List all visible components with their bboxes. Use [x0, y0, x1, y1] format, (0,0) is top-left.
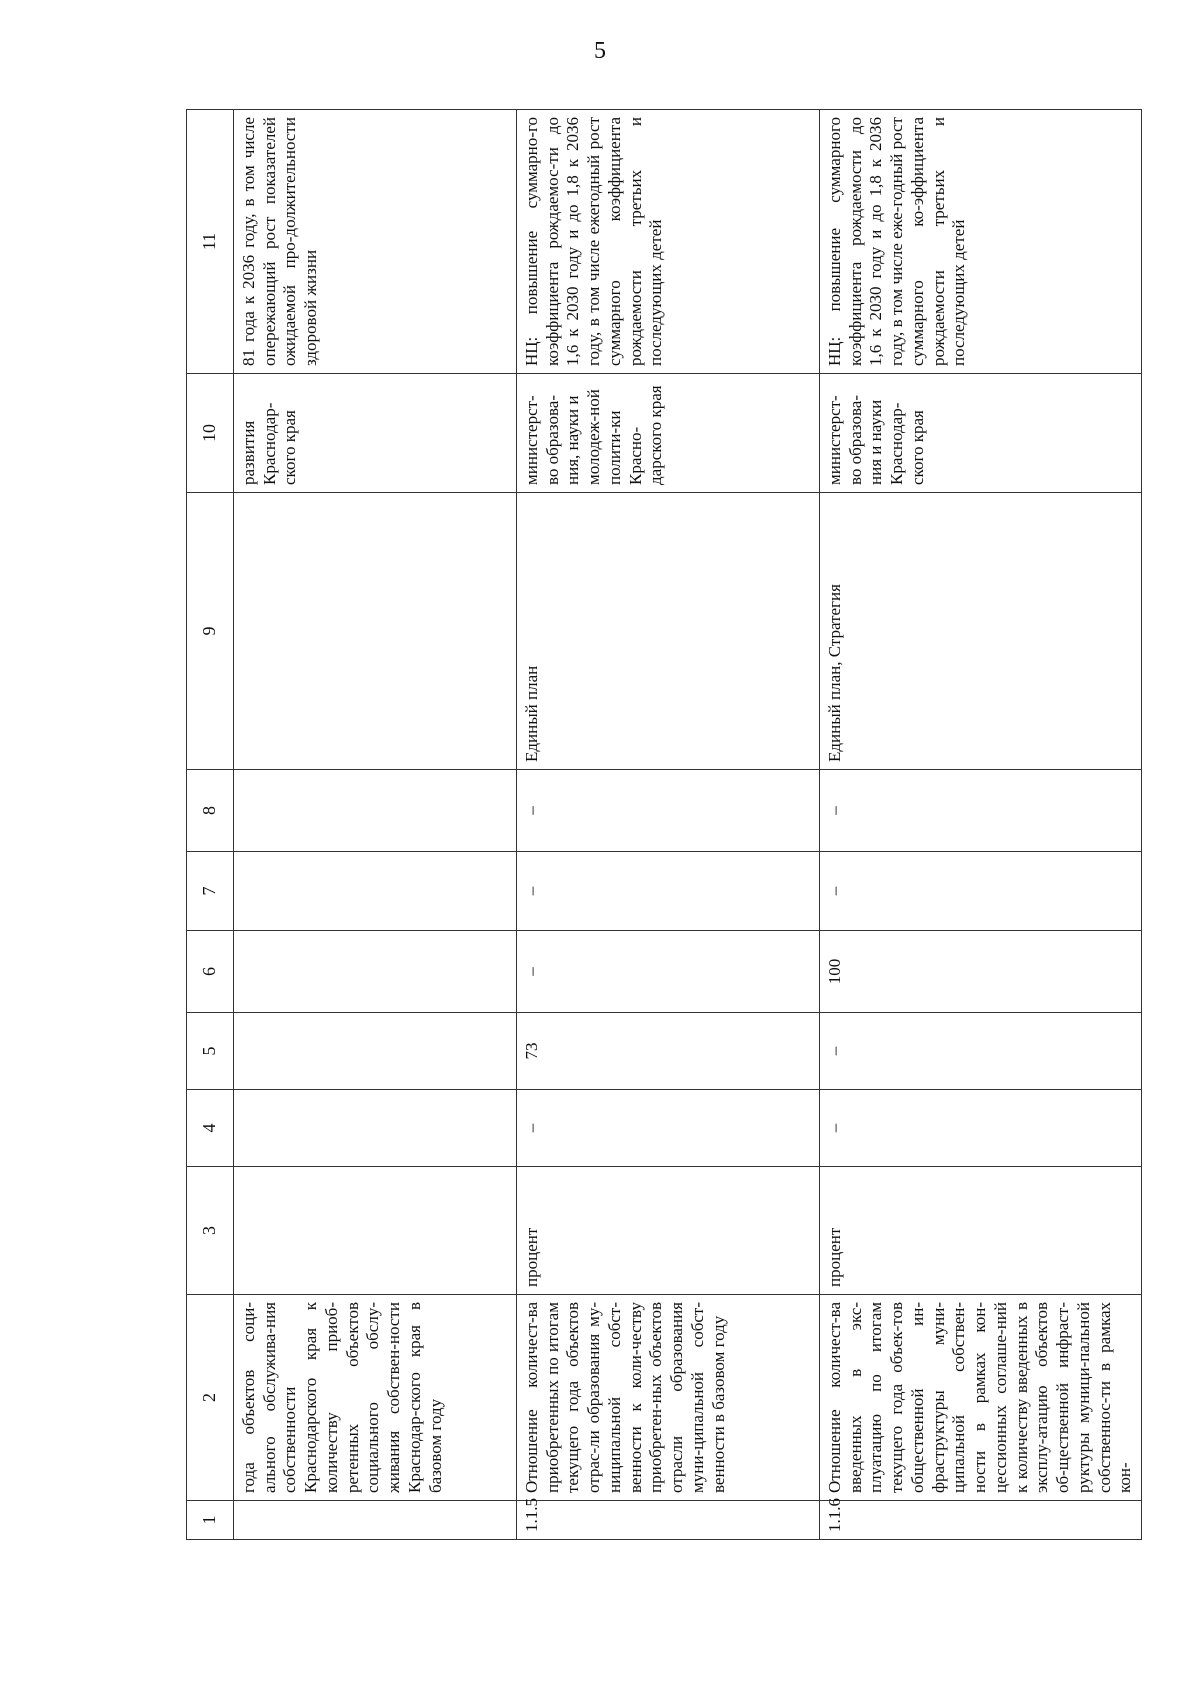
indicator-name-cell: Отношение количест-ва приобретенных по итогам текущего года объектов отрас-ли образования му-ниципальной собст-венности к коли-честву приобретен-ных объектов отрасли образования муни-ципальной собст-венности в базовом году: [517, 1295, 820, 1501]
goal-cell: 81 года к 2036 году, в том числе опережающий рост показателей ожидаемой про-должительности здоровой жизни: [234, 110, 517, 374]
header-cell: 2: [187, 1295, 234, 1501]
header-cell: 11: [187, 110, 234, 374]
unit-cell: процент: [517, 1167, 820, 1295]
table-row: [820, 110, 1142, 1540]
header-cell: 5: [187, 1013, 234, 1090]
indicator-name-cell: Отношение количест-ва введенных в экс-плуатацию по итогам текущего года объек-тов общественной ин-фраструктуры муни-ципальной собствен-ности в рамках кон-цессионных соглаше-ний к количеству введенных в эксплу-атацию объектов об-щественной инфраст-руктуры муници-пальной собственнос-ти в рамках кон-: [820, 1295, 1142, 1501]
header-cell: 3: [187, 1167, 234, 1295]
value-cell: [234, 852, 517, 931]
indicator-name-cell: года объектов соци-ального обслужива-ния собственности Краснодарского края к количеству приоб-ретенных объектов социального обслу-живания собствен-ности Краснодар-ского края в базовом году: [234, 1295, 517, 1501]
goal-cell: НЦ: повышение суммарно-го коэффициента рождаемос-ти до 1,6 к 2030 году и до 1,8 к 2036 году, в том числе ежегодный рост суммарного коэффициента рождаемости третьих и последующих детей: [517, 110, 820, 374]
table-row: [517, 110, 820, 1540]
source-cell: [234, 493, 517, 770]
responsible-cell: министерст-во образова-ния, науки и молодеж-ной полити-ки Красно-дарского края: [517, 374, 820, 493]
source-cell: Единый план: [517, 493, 820, 770]
header-cell: 1: [187, 1501, 234, 1540]
responsible-cell: развития Краснодар-ского края: [234, 374, 517, 493]
rotated-table-frame: [186, 110, 1135, 1540]
header-cell: 8: [187, 770, 234, 852]
value-cell: –: [820, 1090, 1142, 1167]
value-cell: –: [517, 931, 820, 1013]
responsible-cell: министерст-во образова-ния и науки Краснодар-ского края: [820, 374, 1142, 493]
header-cell: 9: [187, 493, 234, 770]
header-row: [187, 110, 234, 1540]
value-cell: –: [820, 852, 1142, 931]
table-row: [234, 110, 517, 1540]
row-number-cell: 1.1.6: [820, 1501, 1142, 1540]
header-cell: 6: [187, 931, 234, 1013]
value-cell: –: [820, 770, 1142, 852]
unit-cell: процент: [820, 1167, 1142, 1295]
header-cell: 7: [187, 852, 234, 931]
indicators-table: [186, 109, 1142, 1540]
row-number-cell: [234, 1501, 517, 1540]
value-cell: 100: [820, 931, 1142, 1013]
header-cell: 10: [187, 374, 234, 493]
page-number: 5: [594, 38, 606, 64]
rotated-table-content: [186, 110, 1135, 1540]
source-cell: Единый план, Стратегия: [820, 493, 1142, 770]
goal-cell: НЦ: повышение суммарного коэффициента рождаемости до 1,6 к 2030 году и до 1,8 к 2036 году, в том числе еже-годный рост суммарного ко-эффициента рождаемости третьих и последующих детей: [820, 110, 1142, 374]
unit-cell: [234, 1167, 517, 1295]
value-cell: –: [517, 770, 820, 852]
value-cell: –: [820, 1013, 1142, 1090]
value-cell: [234, 770, 517, 852]
value-cell: –: [517, 852, 820, 931]
value-cell: –: [517, 1090, 820, 1167]
value-cell: [234, 1013, 517, 1090]
value-cell: [234, 1090, 517, 1167]
row-number-cell: 1.1.5: [517, 1501, 820, 1540]
header-cell: 4: [187, 1090, 234, 1167]
value-cell: 73: [517, 1013, 820, 1090]
value-cell: [234, 931, 517, 1013]
